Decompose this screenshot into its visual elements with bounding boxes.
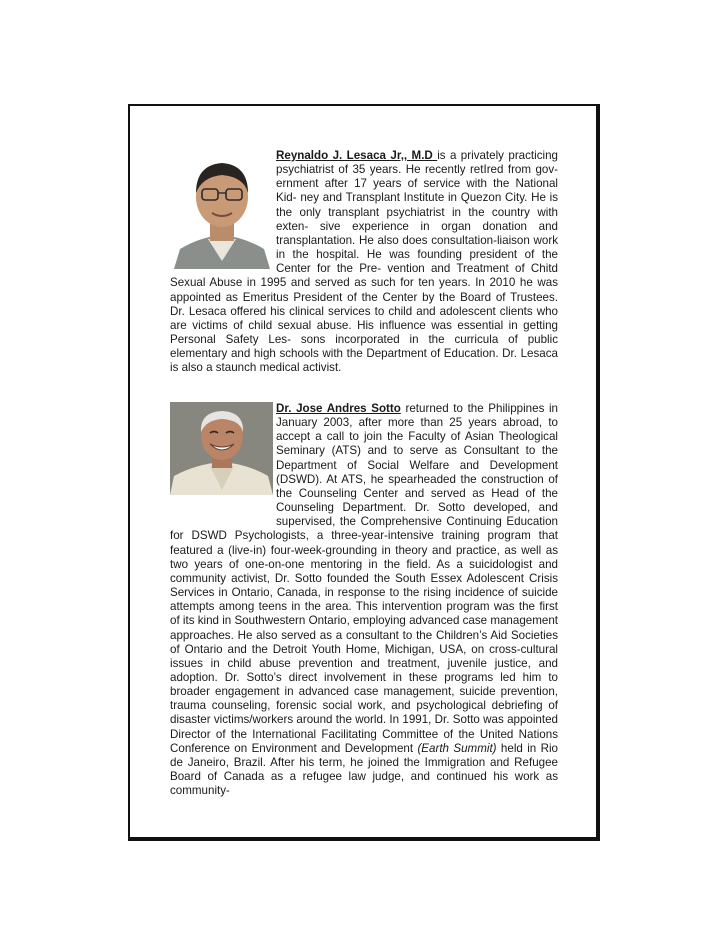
bio-name: Reynaldo J. Lesaca Jr,, M.D: [276, 149, 438, 162]
bio-sotto: [170, 402, 558, 798]
bio-text-end: held in Rio de Janeiro, Brazil. After his term, he joined the Immigration and Refugee Board of Canada as a refugee law judge, and continued his work as community-: [170, 741, 558, 798]
sotto-portrait-photo: [170, 402, 273, 522]
bio-name: Dr. Jose Andres Sotto: [276, 402, 401, 415]
bio-lesaca: [170, 149, 558, 376]
bio-text: is a privately practicing psychiatrist of 35 years. He recently retIred from gov- ernment after 17 years of service with the National Kid- ney and Transplant Institute in Quezon City. He is the only transplant psychiatrist in the country with exten- sive experience in organ donation and transplantation. He also does consultation-liaison work in the hospital. He was founding president of the Center for the Pre- vention and Treatment of Chitd Sexual Abuse in 1995 and served as such for ten years. In 2010 he was appointed as Emeritus President of the Center by the Board of Trustees. Dr. Lesaca offered his clinical services to child and adolescent clients who are victims of child sexual abuse. His influence was essential in getting Personal Safety Les- sons incorporated in the curricula of public elementary and high schools with the Department of Education. Dr. Lesaca is also a staunch medical activist.: [170, 149, 558, 375]
bio-text: returned to the Philippines in January 2003, after more than 25 years abroad, to accept a call to join the Faculty of Asian Theological Seminary (ATS) and to serve as Consultant to the Department of Social Welfare and Development (DSWD). At ATS, he spearheaded the construction of the Counseling Center and served as Head of the Counseling Department. Dr. Sotto developed, and supervised, the Comprehensive Continuing Education for DSWD Psychologists, a three-year-intensive training program that featured a (live-in) four-week-grounding in theory and practice, as well as two years of one-on-one mentoring in the field. As a suicidologist and community activist, Dr. Sotto founded the South Essex Adolescent Crisis Services in Ontario, Canada, in response to the rising incidence of suicide attempts among teens in the area. This intervention program was the first of its kind in Southwestern Ontario, employing advanced case management approaches. He also served as a consultant to the Children’s Aid Societies of Ontario and the Detroit Youth Home, Michigan, USA, on cross-cultural issues in child abuse prevention and treatment, juvenile justice, and adoption. Dr. Sotto’s direct involvement in these programs led him to broader engagement in advanced case management, suicide prevention, trauma counseling, forensic social work, and psychological debriefing of disaster victims/workers around the world. In 1991, Dr. Sotto was appointed Director of the International Facilitating Committee of the United Nations Conference on Environment and Development: [170, 402, 559, 755]
lesaca-portrait-photo: [170, 149, 273, 269]
conference-name: (Earth Summit): [417, 741, 497, 755]
